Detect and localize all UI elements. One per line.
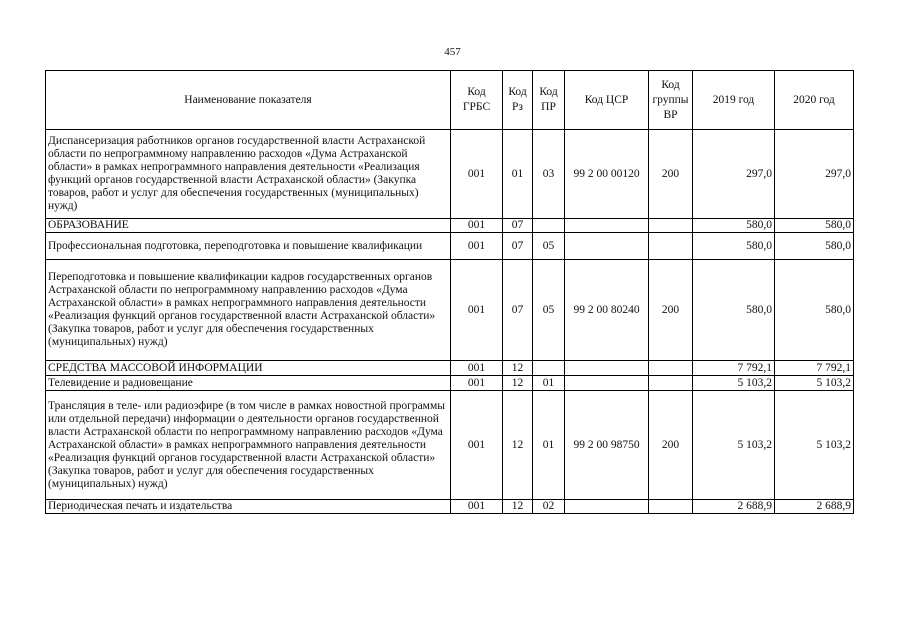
header-csr: Код ЦСР: [565, 71, 649, 130]
header-pr: Код ПР: [533, 71, 565, 130]
row-2019: 5 103,2: [693, 391, 775, 500]
row-2019: 5 103,2: [693, 376, 775, 391]
row-name: СРЕДСТВА МАССОВОЙ ИНФОРМАЦИИ: [46, 361, 451, 376]
row-2019: 580,0: [693, 233, 775, 260]
table-row: [46, 361, 854, 376]
row-vr: [649, 219, 693, 233]
row-csr: [565, 376, 649, 391]
row-rz: 12: [503, 500, 533, 514]
row-csr: [565, 219, 649, 233]
table-row: [46, 130, 854, 219]
row-pr: 01: [533, 376, 565, 391]
row-grbs: 001: [451, 130, 503, 219]
row-csr: 99 2 00 98750: [565, 391, 649, 500]
row-vr: [649, 500, 693, 514]
header-2019: 2019 год: [693, 71, 775, 130]
row-2020: 580,0: [775, 219, 854, 233]
row-grbs: 001: [451, 260, 503, 361]
row-vr: 200: [649, 130, 693, 219]
row-2019: 2 688,9: [693, 500, 775, 514]
table-row: [46, 233, 854, 260]
row-vr: [649, 233, 693, 260]
row-2020: 297,0: [775, 130, 854, 219]
row-rz: 07: [503, 260, 533, 361]
row-rz: 12: [503, 361, 533, 376]
row-grbs: 001: [451, 361, 503, 376]
row-csr: 99 2 00 00120: [565, 130, 649, 219]
row-grbs: 001: [451, 391, 503, 500]
row-csr: [565, 361, 649, 376]
row-2020: 580,0: [775, 233, 854, 260]
row-csr: 99 2 00 80240: [565, 260, 649, 361]
row-vr: 200: [649, 260, 693, 361]
row-2019: 580,0: [693, 260, 775, 361]
table-row: [46, 391, 854, 500]
row-name: Трансляция в теле- или радиоэфире (в том числе в рамках новостной программы или отдельной передачи) информации о деятельности органов государственной власти Астраханской области по непрограммному направлению расходов «Дума Астраханской области» в рамках непрограммного направления деятельности «Реализация функций органов государственной власти Астраханской области» (Закупка товаров, работ и услуг для обеспечения государственных (муниципальных) нужд): [46, 391, 451, 500]
row-vr: 200: [649, 391, 693, 500]
table-row: [46, 219, 854, 233]
row-2019: 7 792,1: [693, 361, 775, 376]
row-name: ОБРАЗОВАНИЕ: [46, 219, 451, 233]
row-2019: 297,0: [693, 130, 775, 219]
header-name: Наименование показателя: [46, 71, 451, 130]
row-2020: 580,0: [775, 260, 854, 361]
row-grbs: 001: [451, 500, 503, 514]
row-pr: 02: [533, 500, 565, 514]
header-2020: 2020 год: [775, 71, 854, 130]
row-grbs: 001: [451, 219, 503, 233]
row-2020: 5 103,2: [775, 376, 854, 391]
row-name: Профессиональная подготовка, переподготовка и повышение квалификации: [46, 233, 451, 260]
row-csr: [565, 233, 649, 260]
row-vr: [649, 376, 693, 391]
row-pr: 05: [533, 260, 565, 361]
table-row: [46, 376, 854, 391]
table-header-row: [46, 71, 854, 130]
row-pr: 01: [533, 391, 565, 500]
row-name: Периодическая печать и издательства: [46, 500, 451, 514]
row-pr: [533, 361, 565, 376]
row-grbs: 001: [451, 233, 503, 260]
page-number: 457: [444, 46, 461, 58]
row-grbs: 001: [451, 376, 503, 391]
row-rz: 12: [503, 376, 533, 391]
row-csr: [565, 500, 649, 514]
row-2020: 5 103,2: [775, 391, 854, 500]
row-rz: 07: [503, 219, 533, 233]
table-row: [46, 500, 854, 514]
row-pr: 03: [533, 130, 565, 219]
row-vr: [649, 361, 693, 376]
row-rz: 12: [503, 391, 533, 500]
row-rz: 07: [503, 233, 533, 260]
row-pr: 05: [533, 233, 565, 260]
header-rz: Код Рз: [503, 71, 533, 130]
row-pr: [533, 219, 565, 233]
row-name: Диспансеризация работников органов государственной власти Астраханской области по непрограммному направлению расходов «Дума Астраханской области» в рамках непрограммного направления деятельности «Реализация функций органов государственной власти Астраханской области» (Закупка товаров, работ и услуг для обеспечения государственных (муниципальных) нужд): [46, 130, 451, 219]
row-2020: 2 688,9: [775, 500, 854, 514]
header-grbs: Код ГРБС: [451, 71, 503, 130]
table-row: [46, 260, 854, 361]
row-2019: 580,0: [693, 219, 775, 233]
budget-table: [45, 70, 854, 514]
row-name: Переподготовка и повышение квалификации кадров государственных органов Астраханской области по непрограммному направлению расходов «Дума Астраханской области» в рамках непрограммного направления деятельности «Реализация функций органов государственной власти Астраханской области» (Закупка товаров, работ и услуг для обеспечения государственных (муниципальных) нужд): [46, 260, 451, 361]
row-rz: 01: [503, 130, 533, 219]
header-vr: Код группы ВР: [649, 71, 693, 130]
row-2020: 7 792,1: [775, 361, 854, 376]
row-name: Телевидение и радиовещание: [46, 376, 451, 391]
